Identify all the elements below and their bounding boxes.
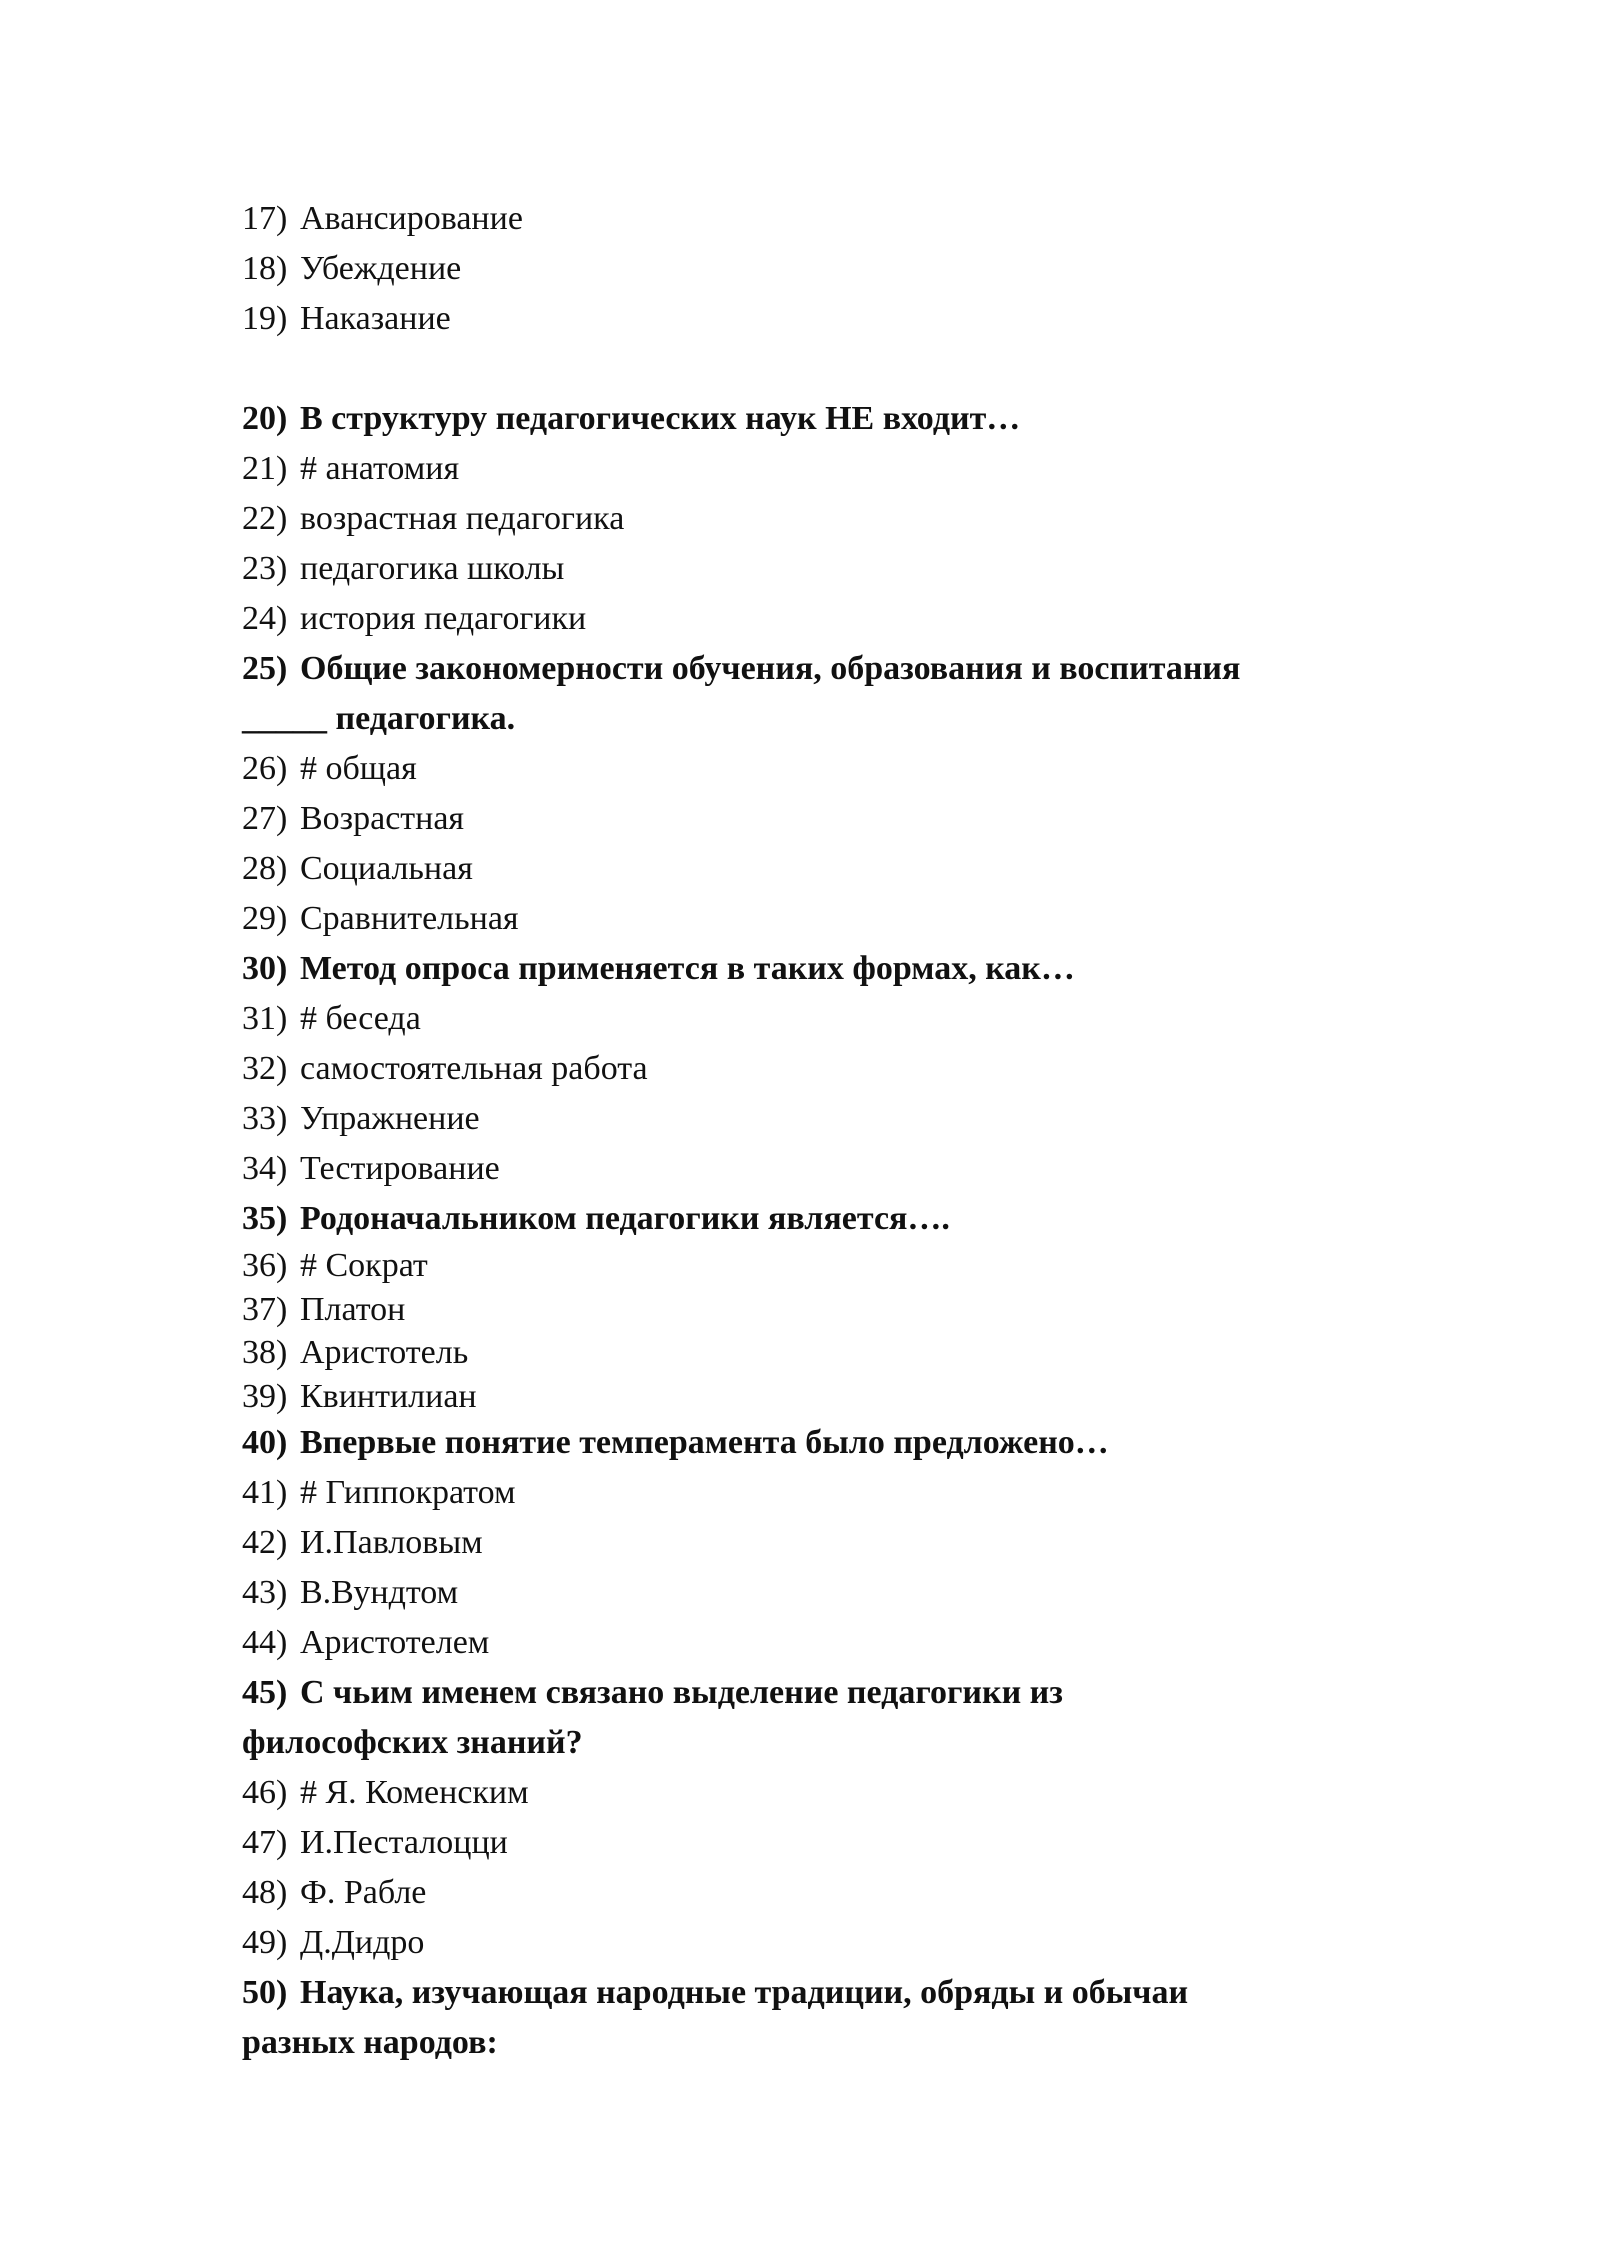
item-number: 26) xyxy=(242,750,288,787)
item-number: 43) xyxy=(242,1574,288,1611)
item-number: 34) xyxy=(242,1150,288,1187)
answer-option xyxy=(242,594,1422,644)
answer-option xyxy=(242,1288,1422,1332)
question-text: Метод опроса применяется в таких формах, как… xyxy=(300,950,1075,987)
item-number: 35) xyxy=(242,1200,288,1237)
item-text: # общая xyxy=(300,750,417,787)
item-text: Сравнительная xyxy=(300,900,519,937)
item-number: 40) xyxy=(242,1424,288,1461)
item-text: # анатомия xyxy=(300,450,460,487)
question xyxy=(242,944,1422,994)
item-text: история педагогики xyxy=(300,600,587,637)
answer-option xyxy=(242,1918,1422,1968)
question-text: Наука, изучающая народные традиции, обряды и обычаи xyxy=(300,1974,1189,2011)
answer-option xyxy=(242,294,1422,344)
question xyxy=(242,1418,1422,1468)
answer-option xyxy=(242,1331,1422,1375)
answer-option xyxy=(242,1244,1422,1288)
item-text: # Сократ xyxy=(300,1247,428,1284)
question xyxy=(242,394,1422,444)
question-text: Впервые понятие темперамента было предложено… xyxy=(300,1424,1109,1461)
item-text: возрастная педагогика xyxy=(300,500,625,537)
answer-option xyxy=(242,1568,1422,1618)
item-number: 19) xyxy=(242,300,288,337)
answer-option xyxy=(242,1044,1422,1094)
item-text: # беседа xyxy=(300,1000,421,1037)
item-number: 41) xyxy=(242,1474,288,1511)
question-continuation: разных народов: xyxy=(242,2024,498,2061)
answer-option xyxy=(242,844,1422,894)
answer-option xyxy=(242,794,1422,844)
item-number: 20) xyxy=(242,400,288,437)
question xyxy=(242,1194,1422,1244)
answer-option xyxy=(242,1468,1422,1518)
item-text: Возрастная xyxy=(300,800,465,837)
item-number: 29) xyxy=(242,900,288,937)
item-number: 21) xyxy=(242,450,288,487)
answer-option xyxy=(242,894,1422,944)
item-number: 30) xyxy=(242,950,288,987)
question xyxy=(242,1668,1422,1718)
answer-option xyxy=(242,1768,1422,1818)
question xyxy=(242,1968,1422,2018)
item-text: # Гиппократом xyxy=(300,1474,516,1511)
answer-option xyxy=(242,994,1422,1044)
question-text: Родоначальником педагогики является…. xyxy=(300,1200,950,1237)
item-number: 42) xyxy=(242,1524,288,1561)
answer-option xyxy=(242,244,1422,294)
item-number: 37) xyxy=(242,1290,288,1328)
answer-option xyxy=(242,1144,1422,1194)
item-number: 23) xyxy=(242,550,288,587)
answer-option xyxy=(242,1518,1422,1568)
item-number: 48) xyxy=(242,1874,288,1911)
item-text: И.Павловым xyxy=(300,1524,483,1561)
item-text: # Я. Коменским xyxy=(300,1774,529,1811)
item-text: И.Песталоцци xyxy=(300,1824,508,1861)
item-text: Наказание xyxy=(300,300,451,337)
question-continuation: _____ педагогика. xyxy=(242,700,516,737)
answer-option xyxy=(242,1868,1422,1918)
answer-option xyxy=(242,744,1422,794)
item-number: 18) xyxy=(242,250,288,287)
item-number: 47) xyxy=(242,1824,288,1861)
answer-option xyxy=(242,544,1422,594)
item-number: 38) xyxy=(242,1334,288,1371)
question-text: Общие закономерности обучения, образования и воспитания xyxy=(300,650,1241,687)
item-text: самостоятельная работа xyxy=(300,1050,648,1087)
item-text: Упражнение xyxy=(300,1100,480,1137)
item-text: Социальная xyxy=(300,850,473,887)
item-text: Платон xyxy=(300,1290,406,1328)
item-number: 28) xyxy=(242,850,288,887)
item-number: 36) xyxy=(242,1247,288,1284)
answer-option xyxy=(242,1618,1422,1668)
answer-option xyxy=(242,194,1422,244)
item-number: 45) xyxy=(242,1674,288,1711)
item-text: Авансирование xyxy=(300,200,523,237)
item-text: Д.Дидро xyxy=(300,1924,425,1961)
answer-option xyxy=(242,1375,1422,1419)
item-number: 46) xyxy=(242,1774,288,1811)
item-text: Убеждение xyxy=(300,250,462,287)
blank-line xyxy=(242,344,1422,394)
item-number: 44) xyxy=(242,1624,288,1661)
answer-option xyxy=(242,444,1422,494)
answer-option xyxy=(242,1818,1422,1868)
item-number: 25) xyxy=(242,650,288,687)
item-number: 33) xyxy=(242,1100,288,1137)
item-number: 50) xyxy=(242,1974,288,2011)
answer-option xyxy=(242,1094,1422,1144)
item-text: В.Вундтом xyxy=(300,1574,459,1611)
answer-option xyxy=(242,494,1422,544)
item-number: 22) xyxy=(242,500,288,537)
item-number: 24) xyxy=(242,600,288,637)
question-text: В структуру педагогических наук НЕ входит… xyxy=(300,400,1021,437)
question-text: С чьим именем связано выделение педагогики из xyxy=(300,1674,1063,1711)
test-question-list xyxy=(242,194,1422,2068)
question xyxy=(242,644,1422,694)
item-number: 17) xyxy=(242,200,288,237)
question-continuation: философских знаний? xyxy=(242,1724,583,1761)
item-text: Квинтилиан xyxy=(300,1377,477,1415)
item-number: 49) xyxy=(242,1924,288,1961)
item-text: Тестирование xyxy=(300,1150,500,1187)
item-text: педагогика школы xyxy=(300,550,565,587)
item-number: 31) xyxy=(242,1000,288,1037)
item-text: Аристотель xyxy=(300,1334,469,1371)
item-text: Аристотелем xyxy=(300,1624,490,1661)
item-text: Ф. Рабле xyxy=(300,1874,427,1911)
item-number: 27) xyxy=(242,800,288,837)
item-number: 32) xyxy=(242,1050,288,1087)
item-number: 39) xyxy=(242,1377,288,1415)
